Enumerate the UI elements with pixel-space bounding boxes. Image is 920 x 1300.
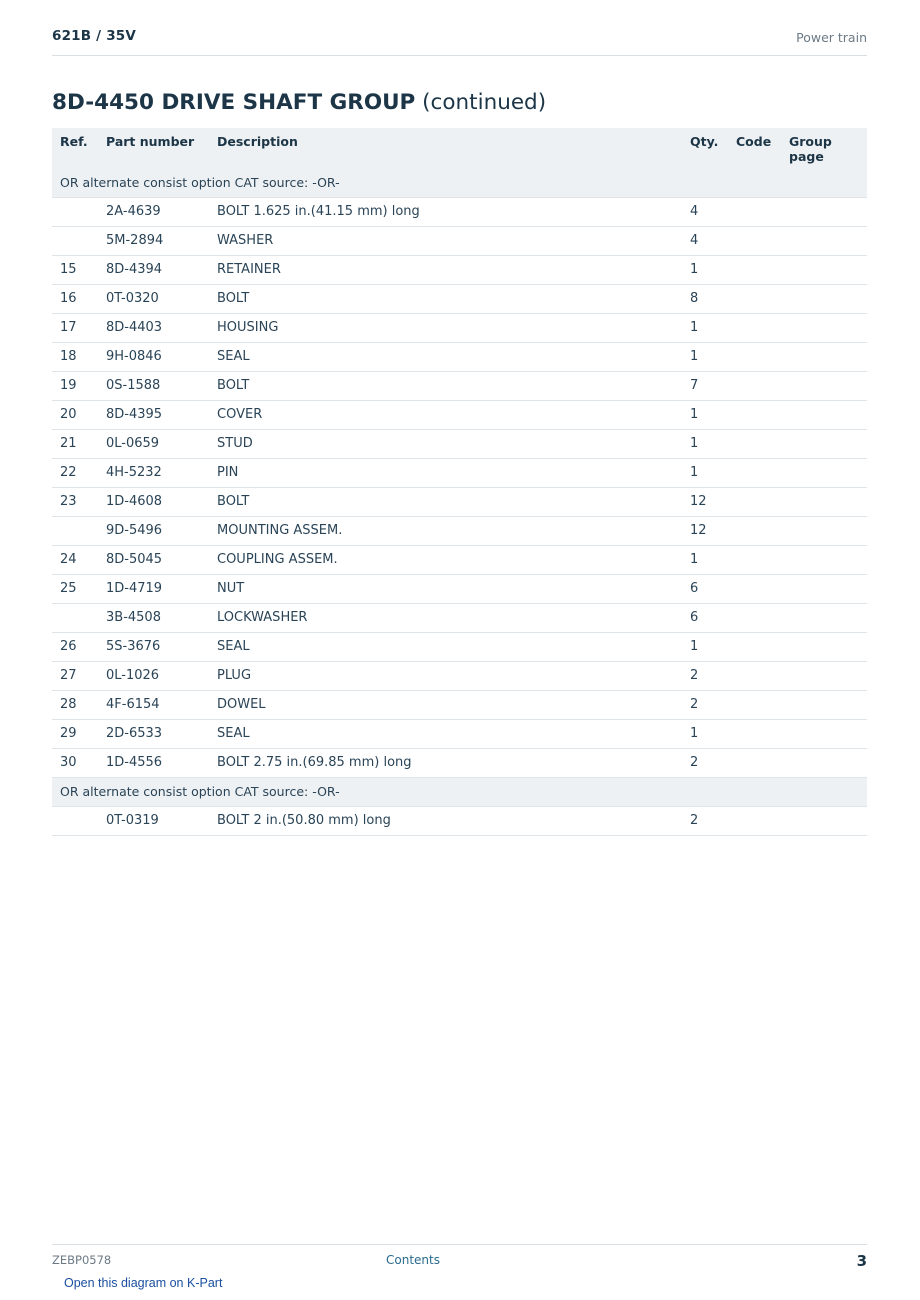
part-number-cell: 9H-0846 bbox=[98, 342, 209, 371]
qty-cell: 7 bbox=[682, 371, 728, 400]
table-row bbox=[52, 255, 867, 284]
table-row bbox=[52, 487, 867, 516]
qty-cell: 1 bbox=[682, 429, 728, 458]
column-header-qty: Qty. bbox=[682, 128, 728, 168]
part-number-cell: 5S-3676 bbox=[98, 632, 209, 661]
part-number-cell: 0L-1026 bbox=[98, 661, 209, 690]
part-number-cell: 4H-5232 bbox=[98, 458, 209, 487]
code-cell bbox=[728, 458, 781, 487]
group-title: 8D-4450 DRIVE SHAFT GROUP bbox=[52, 90, 416, 115]
group-page-cell bbox=[781, 371, 867, 400]
ref-cell bbox=[52, 516, 98, 545]
part-number-cell: 0T-0319 bbox=[98, 806, 209, 835]
alternate-option-row bbox=[52, 777, 867, 806]
ref-cell: 23 bbox=[52, 487, 98, 516]
code-cell bbox=[728, 255, 781, 284]
group-page-cell bbox=[781, 748, 867, 777]
parts-table-body bbox=[52, 168, 867, 835]
qty-cell: 1 bbox=[682, 458, 728, 487]
description-cell: SEAL bbox=[209, 719, 682, 748]
part-number-cell: 1D-4556 bbox=[98, 748, 209, 777]
description-cell: BOLT bbox=[209, 371, 682, 400]
ref-cell: 17 bbox=[52, 313, 98, 342]
ref-cell: 21 bbox=[52, 429, 98, 458]
table-row bbox=[52, 226, 867, 255]
ref-cell: 27 bbox=[52, 661, 98, 690]
page-number: 3 bbox=[856, 1252, 867, 1270]
ref-cell bbox=[52, 806, 98, 835]
description-cell: COUPLING ASSEM. bbox=[209, 545, 682, 574]
qty-cell: 6 bbox=[682, 574, 728, 603]
ref-cell: 28 bbox=[52, 690, 98, 719]
column-header-code: Code bbox=[728, 128, 781, 168]
part-number-cell: 1D-4719 bbox=[98, 574, 209, 603]
ref-cell: 15 bbox=[52, 255, 98, 284]
ref-cell: 24 bbox=[52, 545, 98, 574]
description-cell: SEAL bbox=[209, 632, 682, 661]
code-cell bbox=[728, 574, 781, 603]
open-kpart-link[interactable]: Open this diagram on K-Part bbox=[64, 1276, 223, 1290]
qty-cell: 8 bbox=[682, 284, 728, 313]
qty-cell: 12 bbox=[682, 487, 728, 516]
group-page-cell bbox=[781, 516, 867, 545]
part-number-cell: 1D-4608 bbox=[98, 487, 209, 516]
group-page-cell bbox=[781, 661, 867, 690]
description-cell: COVER bbox=[209, 400, 682, 429]
table-row bbox=[52, 719, 867, 748]
description-cell: BOLT 1.625 in.(41.15 mm) long bbox=[209, 197, 682, 226]
table-row bbox=[52, 197, 867, 226]
qty-cell: 1 bbox=[682, 545, 728, 574]
table-row bbox=[52, 574, 867, 603]
table-row bbox=[52, 632, 867, 661]
page-header bbox=[52, 28, 867, 56]
table-row bbox=[52, 516, 867, 545]
page-title bbox=[52, 90, 546, 115]
qty-cell: 1 bbox=[682, 313, 728, 342]
description-cell: RETAINER bbox=[209, 255, 682, 284]
table-row bbox=[52, 313, 867, 342]
group-page-cell bbox=[781, 458, 867, 487]
code-cell bbox=[728, 226, 781, 255]
ref-cell: 29 bbox=[52, 719, 98, 748]
description-cell: STUD bbox=[209, 429, 682, 458]
part-number-cell: 3B-4508 bbox=[98, 603, 209, 632]
part-number-cell: 5M-2894 bbox=[98, 226, 209, 255]
ref-cell: 25 bbox=[52, 574, 98, 603]
document-id: ZEBP0578 bbox=[52, 1253, 112, 1267]
qty-cell: 1 bbox=[682, 719, 728, 748]
part-number-cell: 2A-4639 bbox=[98, 197, 209, 226]
description-cell: HOUSING bbox=[209, 313, 682, 342]
code-cell bbox=[728, 313, 781, 342]
group-page-cell bbox=[781, 400, 867, 429]
part-number-cell: 0L-0659 bbox=[98, 429, 209, 458]
table-row bbox=[52, 400, 867, 429]
qty-cell: 2 bbox=[682, 661, 728, 690]
description-cell: WASHER bbox=[209, 226, 682, 255]
ref-cell: 26 bbox=[52, 632, 98, 661]
group-page-cell bbox=[781, 342, 867, 371]
group-page-cell bbox=[781, 719, 867, 748]
footer-divider bbox=[52, 1244, 867, 1245]
table-row bbox=[52, 458, 867, 487]
part-number-cell: 8D-4395 bbox=[98, 400, 209, 429]
table-row bbox=[52, 690, 867, 719]
description-cell: BOLT bbox=[209, 487, 682, 516]
group-page-cell bbox=[781, 284, 867, 313]
table-row bbox=[52, 371, 867, 400]
code-cell bbox=[728, 632, 781, 661]
code-cell bbox=[728, 342, 781, 371]
group-page-cell bbox=[781, 632, 867, 661]
code-cell bbox=[728, 516, 781, 545]
part-number-cell: 0S-1588 bbox=[98, 371, 209, 400]
table-row bbox=[52, 806, 867, 835]
description-cell: PIN bbox=[209, 458, 682, 487]
part-number-cell: 4F-6154 bbox=[98, 690, 209, 719]
part-number-cell: 9D-5496 bbox=[98, 516, 209, 545]
ref-cell bbox=[52, 603, 98, 632]
description-cell: BOLT 2 in.(50.80 mm) long bbox=[209, 806, 682, 835]
alternate-option-text: OR alternate consist option CAT source: -OR- bbox=[52, 777, 867, 806]
part-number-cell: 8D-4394 bbox=[98, 255, 209, 284]
description-cell: MOUNTING ASSEM. bbox=[209, 516, 682, 545]
table-row bbox=[52, 545, 867, 574]
group-page-cell bbox=[781, 429, 867, 458]
code-cell bbox=[728, 661, 781, 690]
column-header-ref: Ref. bbox=[52, 128, 98, 168]
group-page-cell bbox=[781, 197, 867, 226]
table-row bbox=[52, 429, 867, 458]
ref-cell: 18 bbox=[52, 342, 98, 371]
code-cell bbox=[728, 748, 781, 777]
description-cell: PLUG bbox=[209, 661, 682, 690]
qty-cell: 2 bbox=[682, 748, 728, 777]
alternate-option-text: OR alternate consist option CAT source: -OR- bbox=[52, 168, 867, 197]
description-cell: LOCKWASHER bbox=[209, 603, 682, 632]
qty-cell: 12 bbox=[682, 516, 728, 545]
table-row bbox=[52, 748, 867, 777]
qty-cell: 1 bbox=[682, 342, 728, 371]
part-number-cell: 8D-4403 bbox=[98, 313, 209, 342]
description-cell: BOLT bbox=[209, 284, 682, 313]
qty-cell: 1 bbox=[682, 255, 728, 284]
group-page-cell bbox=[781, 603, 867, 632]
qty-cell: 6 bbox=[682, 603, 728, 632]
part-number-cell: 0T-0320 bbox=[98, 284, 209, 313]
ref-cell bbox=[52, 197, 98, 226]
part-number-cell: 2D-6533 bbox=[98, 719, 209, 748]
group-page-cell bbox=[781, 690, 867, 719]
group-page-cell bbox=[781, 313, 867, 342]
ref-cell: 20 bbox=[52, 400, 98, 429]
code-cell bbox=[728, 371, 781, 400]
table-row bbox=[52, 342, 867, 371]
code-cell bbox=[728, 487, 781, 516]
code-cell bbox=[728, 197, 781, 226]
parts-table bbox=[52, 128, 867, 836]
qty-cell: 4 bbox=[682, 197, 728, 226]
description-cell: BOLT 2.75 in.(69.85 mm) long bbox=[209, 748, 682, 777]
group-page-cell bbox=[781, 545, 867, 574]
table-row bbox=[52, 661, 867, 690]
group-page-cell bbox=[781, 226, 867, 255]
group-page-cell bbox=[781, 574, 867, 603]
column-header-part-number: Part number bbox=[98, 128, 209, 168]
code-cell bbox=[728, 284, 781, 313]
ref-cell bbox=[52, 226, 98, 255]
table-row bbox=[52, 603, 867, 632]
machine-model: 621B / 35V bbox=[52, 28, 137, 44]
continued-label: (continued) bbox=[422, 90, 547, 115]
ref-cell: 16 bbox=[52, 284, 98, 313]
code-cell bbox=[728, 806, 781, 835]
code-cell bbox=[728, 603, 781, 632]
table-row bbox=[52, 284, 867, 313]
part-number-cell: 8D-5045 bbox=[98, 545, 209, 574]
qty-cell: 1 bbox=[682, 400, 728, 429]
ref-cell: 19 bbox=[52, 371, 98, 400]
group-page-cell bbox=[781, 487, 867, 516]
qty-cell: 4 bbox=[682, 226, 728, 255]
code-cell bbox=[728, 400, 781, 429]
table-header-row bbox=[52, 128, 867, 168]
qty-cell: 2 bbox=[682, 690, 728, 719]
column-header-description: Description bbox=[209, 128, 682, 168]
qty-cell: 1 bbox=[682, 632, 728, 661]
description-cell: NUT bbox=[209, 574, 682, 603]
contents-link[interactable]: Contents bbox=[386, 1253, 440, 1267]
code-cell bbox=[728, 429, 781, 458]
description-cell: SEAL bbox=[209, 342, 682, 371]
code-cell bbox=[728, 690, 781, 719]
section-name: Power train bbox=[796, 30, 867, 45]
description-cell: DOWEL bbox=[209, 690, 682, 719]
qty-cell: 2 bbox=[682, 806, 728, 835]
code-cell bbox=[728, 545, 781, 574]
column-header-group-page: Group page bbox=[781, 128, 867, 168]
group-page-cell bbox=[781, 806, 867, 835]
ref-cell: 22 bbox=[52, 458, 98, 487]
alternate-option-row bbox=[52, 168, 867, 197]
ref-cell: 30 bbox=[52, 748, 98, 777]
code-cell bbox=[728, 719, 781, 748]
group-page-cell bbox=[781, 255, 867, 284]
